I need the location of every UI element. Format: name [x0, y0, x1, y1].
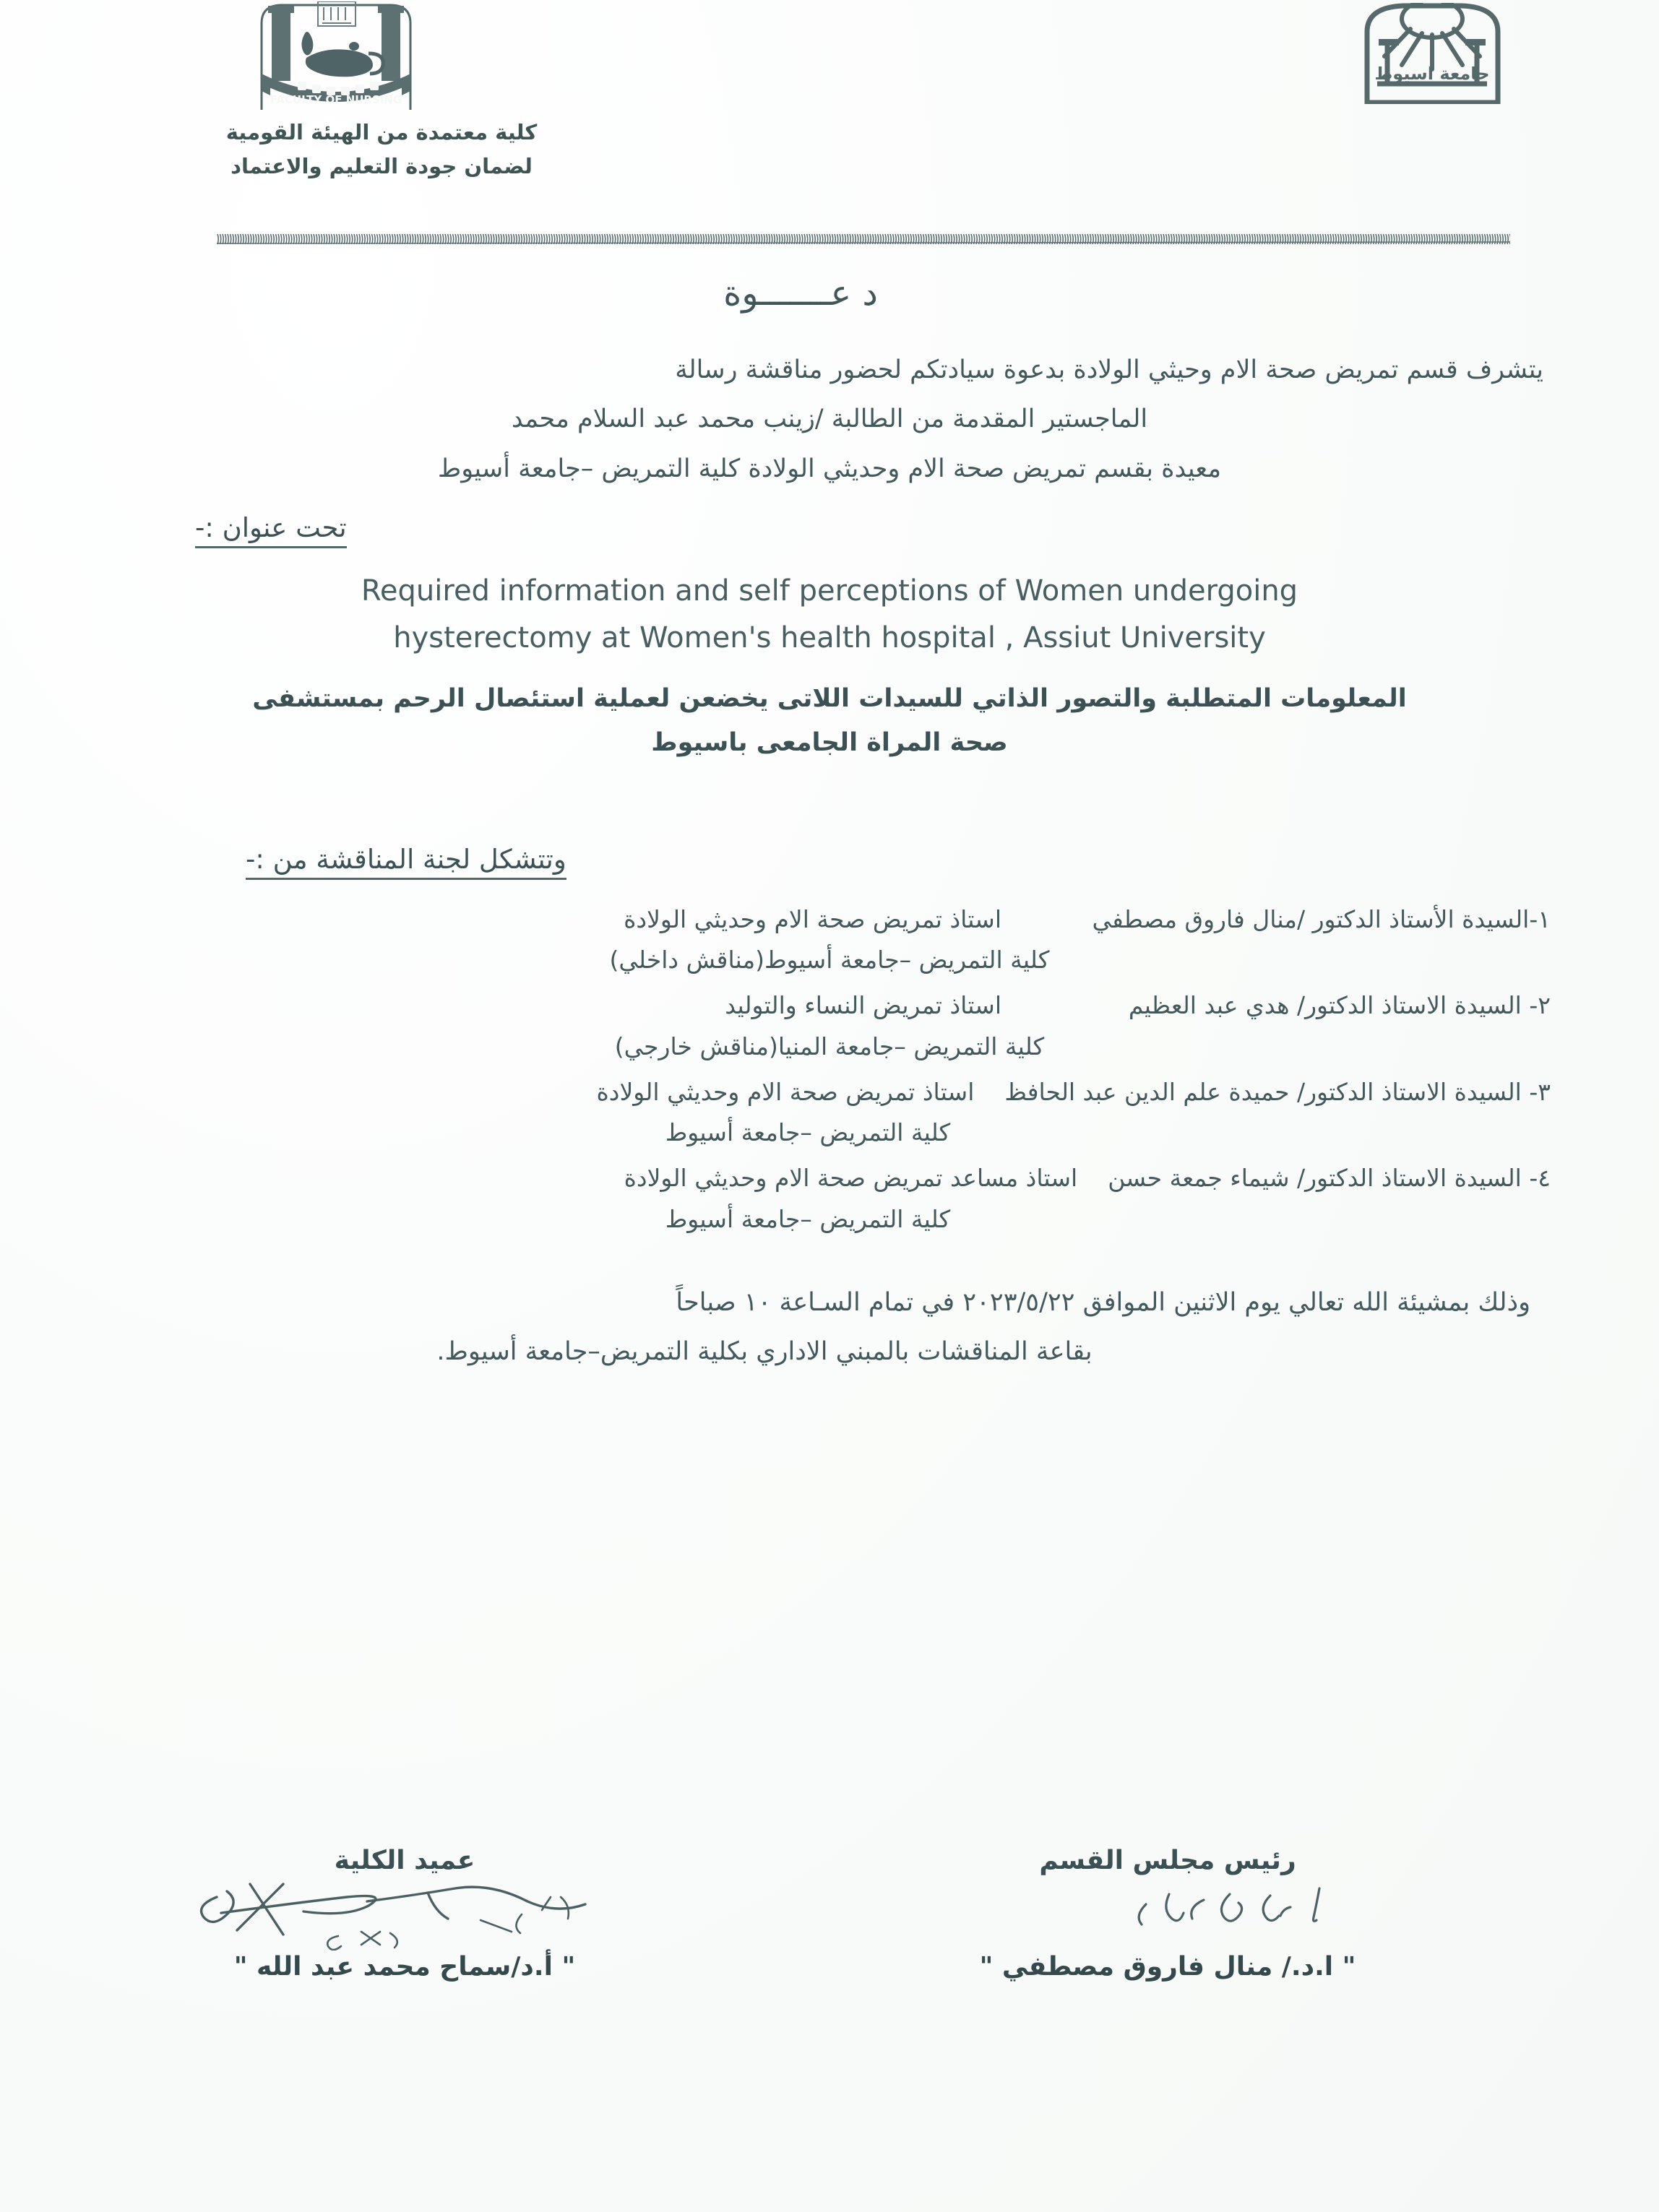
committee-member-name-text: السيدة الاستاذ الدكتور/ حميدة علم الدين عبد الحافظ — [1004, 1077, 1522, 1106]
accreditation-line-2: لضمان جودة التعليم والاعتماد — [230, 153, 533, 178]
department-head-signature-block — [915, 1846, 1421, 1982]
department-head-signature — [915, 1875, 1421, 1950]
committee-member-name — [1108, 1158, 1551, 1199]
document-header — [0, 0, 1659, 231]
committee-member — [108, 1158, 1551, 1240]
thesis-title-english — [108, 568, 1551, 662]
faculty-of-nursing-logo — [246, 1, 426, 111]
committee-member-name-text: السيدة الأستاذ الدكتور /منال فاروق مصطفي — [1092, 904, 1530, 933]
committee-member-role: استاذ مساعد تمريض صحة الام وحديثي الولادة — [624, 1164, 1078, 1193]
dean-signature-block — [152, 1846, 658, 1982]
committee-member-role: استاذ تمريض صحة الام وحديثي الولادة — [624, 904, 1001, 933]
department-head-name: " ا.د./ منال فاروق مصطفي " — [979, 1952, 1356, 1982]
committee-member-name — [1045, 899, 1551, 941]
dean-name: " أ.د/سماح محمد عبد الله " — [233, 1952, 576, 1982]
committee-member-role: استاذ تمريض النساء والتوليد — [725, 991, 1001, 1020]
committee-member-name-text: السيدة الاستاذ الدكتور/ شيماء جمعة حسن — [1108, 1164, 1522, 1193]
committee-member-name — [1004, 1072, 1551, 1113]
document-body — [108, 260, 1551, 1376]
thesis-title-arabic — [108, 677, 1551, 764]
invitation-intro-line-1: يتشرف قسم تمريض صحة الام وحيثي الولادة بدعوة سيادتكم لحضور مناقشة رسالة — [675, 355, 1543, 384]
committee-member-name — [1045, 985, 1551, 1027]
dean-role: عميد الكلية — [334, 1846, 475, 1875]
invitation-intro-line-3: معيدة بقسم تمريض صحة الام وحديثي الولادة كلية التمريض –جامعة أسيوط — [437, 454, 1222, 483]
assiut-university-logo — [1358, 3, 1507, 104]
committee-heading: وتتشكل لجنة المناقشة من :- — [246, 844, 566, 880]
committee-member — [108, 1072, 1551, 1154]
thesis-title-arabic-line-1: المعلومات المتطلبة والتصور الذاتي للسيدات اللاتى يخضعن لعملية استئصال الرحم بمستشفى — [252, 684, 1407, 714]
decorative-divider — [217, 233, 1510, 246]
dean-signature — [152, 1875, 658, 1950]
accreditation-statement — [194, 116, 569, 183]
logo-left-caption: FACULTY OF NURSING — [270, 93, 402, 106]
committee-member-index: ٣- — [1529, 1077, 1551, 1106]
department-head-role: رئيس مجلس القسم — [1039, 1846, 1296, 1875]
under-title-label: تحت عنوان :- — [195, 512, 347, 548]
committee-member-role: استاذ تمريض صحة الام وحديثي الولادة — [596, 1077, 975, 1106]
committee-members-list — [108, 899, 1551, 1240]
thesis-title-english-line-1: Required information and self perceptions of Women undergoing — [361, 574, 1298, 608]
committee-member-affiliation: كلية التمريض –جامعة أسيوط — [665, 1118, 951, 1147]
thesis-title-arabic-line-2: صحة المراة الجامعى باسيوط — [651, 727, 1008, 757]
committee-member-affiliation: كلية التمريض –جامعة أسيوط — [665, 1204, 951, 1233]
thesis-title-english-line-2: hysterectomy at Women's health hospital , Assiut University — [393, 621, 1266, 654]
committee-member-name-text: السيدة الاستاذ الدكتور/ هدي عبد العظيم — [1128, 991, 1522, 1020]
committee-member-index: ١- — [1529, 904, 1551, 933]
committee-heading-wrap — [108, 844, 1551, 875]
invitation-intro-line-2: الماجستير المقدمة من الطالبة /زينب محمد عبد السلام محمد — [511, 405, 1148, 434]
committee-member-affiliation: كلية التمريض –جامعة المنيا(مناقش خارجي) — [614, 1032, 1045, 1060]
committee-member-index: ٤- — [1529, 1164, 1551, 1193]
page-title: د عـــــــوة — [723, 273, 878, 314]
under-title-label-wrap — [108, 512, 1551, 543]
committee-member-index: ٢- — [1529, 991, 1551, 1020]
event-venue-line: بقاعة المناقشات بالمبني الاداري بكلية التمريض–جامعة أسيوط. — [436, 1336, 1093, 1366]
committee-member-affiliation: كلية التمريض –جامعة أسيوط(مناقش داخلي) — [609, 946, 1050, 975]
committee-member — [108, 899, 1551, 982]
logo-right-caption: جامعة اسيوط — [1374, 64, 1490, 84]
event-details — [108, 1278, 1551, 1377]
signature-block — [108, 1846, 1551, 2077]
accreditation-line-1: كلية معتمدة من الهيئة القومية — [225, 120, 538, 144]
event-date-time-line: وذلك بمشيئة الله تعالي يوم الاثنين الموافق ٢٠٢٣/٥/٢٢ في تمام السـاعة ١٠ صباحاً — [676, 1287, 1530, 1317]
committee-member — [108, 985, 1551, 1068]
